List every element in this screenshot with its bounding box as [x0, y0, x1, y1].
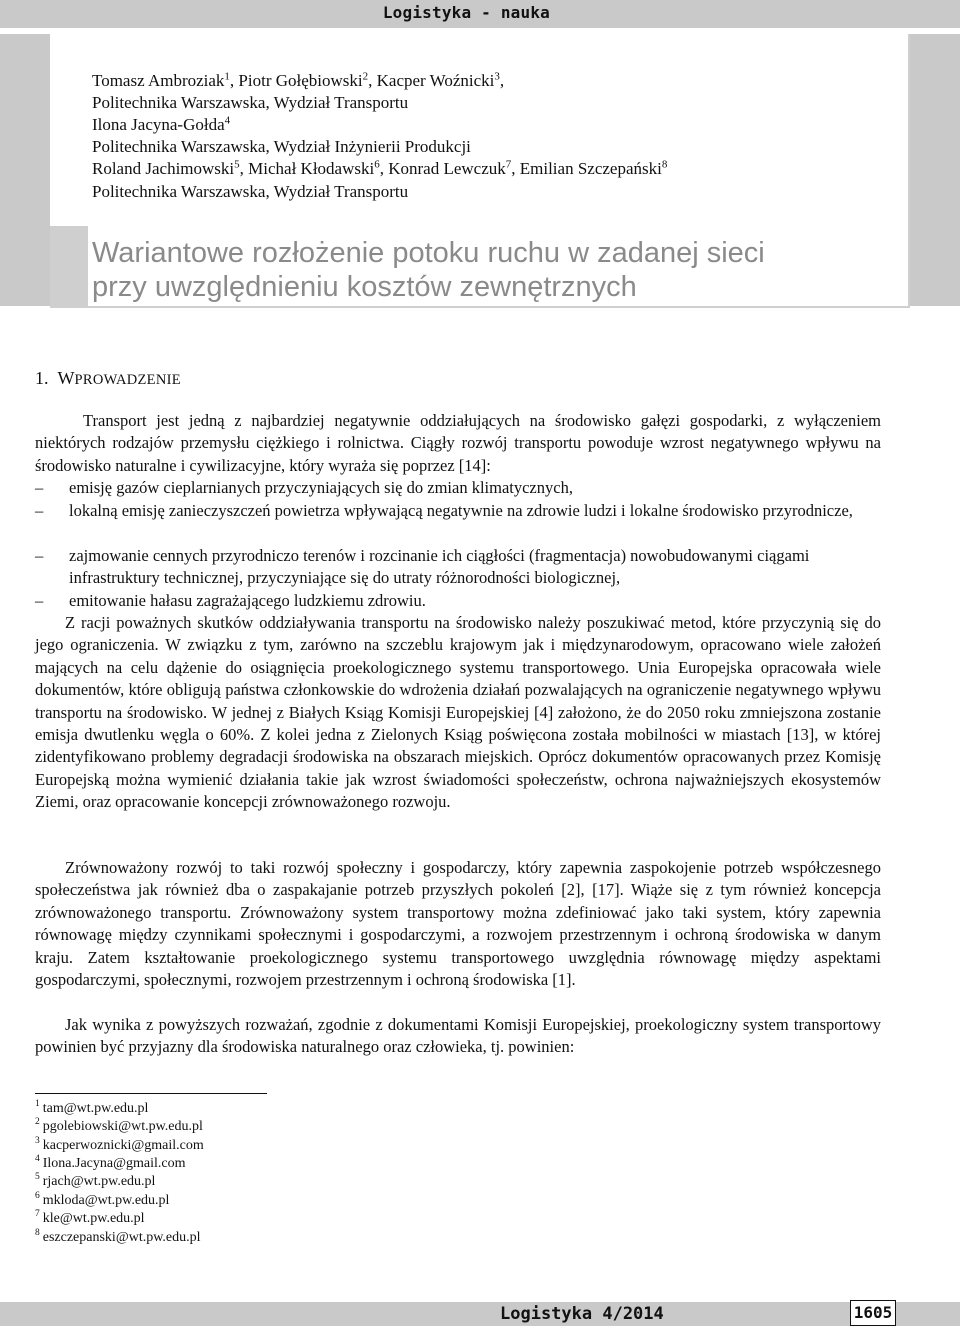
footnote-8: $^8$ eszczepanski@wt.pw.edu.pl: [35, 1228, 201, 1245]
journal-section-header: Logistyka - nauka: [382, 3, 550, 22]
section-heading: 1. WPROWADZENIE: [35, 368, 181, 388]
right-decorative-strip: [910, 34, 960, 306]
paragraph-1: Transport jest jedną z najbardziej negatywnie oddziałujących na środowisko gałęzi gospodarki, z wyłączeniem niektórych rodzajów przemysłu ciężkiego i rolnictwa. Ciągły rozwój transportu powoduje wzrost negatywnego wpływu na środowisko naturalne i cywilizacyjne, który wyraża się poprzez [14]:: [35, 411, 881, 475]
left-decorative-strip: [0, 34, 50, 306]
authors-line-3: Roland Jachimowski$^5$, Michał Kłodawski$^6$, Konrad Lewczuk$^7$, Emilian Szczepański$^8$: [92, 158, 668, 178]
footnote-2: $^2$ pgolebiowski@wt.pw.edu.pl: [35, 1117, 203, 1134]
list-dash: –: [35, 546, 44, 565]
list-item: – emisję gazów cieplarnianych przyczyniających się do zmian klimatycznych,: [35, 477, 881, 499]
list-dash: –: [35, 501, 44, 520]
list-dash: –: [35, 591, 44, 610]
paper-title-line-1: Wariantowe rozłożenie potoku ruchu w zadanej sieci: [92, 237, 765, 269]
title-accent-box: [50, 226, 88, 306]
affiliation-2: Politechnika Warszawska, Wydział Inżynierii Produkcji: [92, 137, 471, 156]
affiliation-3: Politechnika Warszawska, Wydział Transportu: [92, 182, 409, 201]
bottom-banner: [0, 1302, 960, 1326]
paragraph-4: Jak wynika z powyższych rozważań, zgodnie z dokumentami Komisji Europejskiej, proekologiczny system transportowy powinien być przyjazny dla środowiska naturalnego oraz człowieka, tj. powinien:: [35, 1015, 881, 1057]
footnote-1: $^1$ tam@wt.pw.edu.pl: [35, 1099, 149, 1116]
paper-title-line-2: przy uwzględnieniu kosztów zewnętrznych: [92, 271, 637, 303]
footnote-separator: [35, 1093, 267, 1094]
journal-issue: Logistyka 4/2014: [500, 1304, 664, 1324]
footnote-7: $^7$ kle@wt.pw.edu.pl: [35, 1209, 145, 1226]
footnote-5: $^5$ rjach@wt.pw.edu.pl: [35, 1172, 156, 1189]
list-item: – emitowanie hałasu zagrażającego ludzkiemu zdrowiu.: [35, 590, 881, 612]
list-item: – lokalną emisję zanieczyszczeń powietrza wpływającą negatywnie na zdrowie ludzi i lokalne środowisko przyrodnicze,: [35, 500, 881, 522]
paragraph-3: Zrównoważony rozwój to taki rozwój społeczny i gospodarczy, który zapewnia zaspokojenie potrzeb współczesnego społeczeństwa jak również dba o zaspakajanie potrzeb przyszłych pokoleń [2], [17]. Wiąże się z tym również koncepcja zrównoważonego transportu. Zrównoważony system transportowy można zdefiniować jako taki system, który zapewnia równowagę między czynnikami społecznymi i gospodarczymi, a rozwojem przestrzennym i ochroną środowiska w danym kraju. Zatem kształtowanie proekologicznego systemu transportowego uwzględnia równowagę między aspektami gospodarczymi, społecznymi, rozwojem przestrzennym i ochroną środowiska [1].: [35, 858, 881, 990]
page-number: 1605: [850, 1300, 896, 1326]
footnote-6: $^6$ mkloda@wt.pw.edu.pl: [35, 1191, 170, 1208]
list-item: – zajmowanie cennych przyrodniczo terenów i rozcinanie ich ciągłości (fragmentacja) nowobudowanymi ciągami infrastruktury technicznej, przyczyniające się do utraty różnorodności biologicznej,: [35, 546, 810, 588]
footnote-4: $^4$ Ilona.Jacyna@gmail.com: [35, 1154, 186, 1171]
list-dash: –: [35, 478, 44, 497]
authors-line-1: Tomasz Ambroziak$^1$, Piotr Gołębiowski$^2$, Kacper Woźnicki$^3$,: [92, 70, 505, 90]
paragraph-2: Z racji poważnych skutków oddziaływania transportu na środowisko należy poszukiwać metod, które przyczynią się do jego ograniczenia. W związku z tym, zarówno na szczeblu krajowym jak i międzynarodowym, opracowano wiele założeń mających na celu dążenie do osiągnięcia proekologicznego systemu transportowego. Unia Europejska opracowała wiele dokumentów, które obligują państwa członkowskie do wdrożenia działań pozwalających na ograniczenie negatywnego wpływu transportu na środowisko. W jednej z Białych Ksiąg Komisji Europejskiej [4] założono, że do 2050 roku zmniejszona zostanie emisja dwutlenku węgla o 60%. Z kolei jedna z Zielonych Ksiąg poświęcona została mobilności w miastach [13], w której zidentyfikowano problemy degradacji środowiska na obszarach miejskich. Oprócz dokumentów opracowanych przez Komisję Europejską można wymienić działania takie jak wzrost świadomości społeczeństw, ochrona najważniejszych ekosystemów Ziemi, oraz opracowanie koncepcji zrównoważonego rozwoju.: [35, 613, 881, 812]
footnote-3: $^3$ kacperwoznicki@gmail.com: [35, 1136, 204, 1153]
authors-line-2: Ilona Jacyna-Gołda$^4$: [92, 114, 231, 134]
affiliation-1: Politechnika Warszawska, Wydział Transportu: [92, 93, 409, 112]
